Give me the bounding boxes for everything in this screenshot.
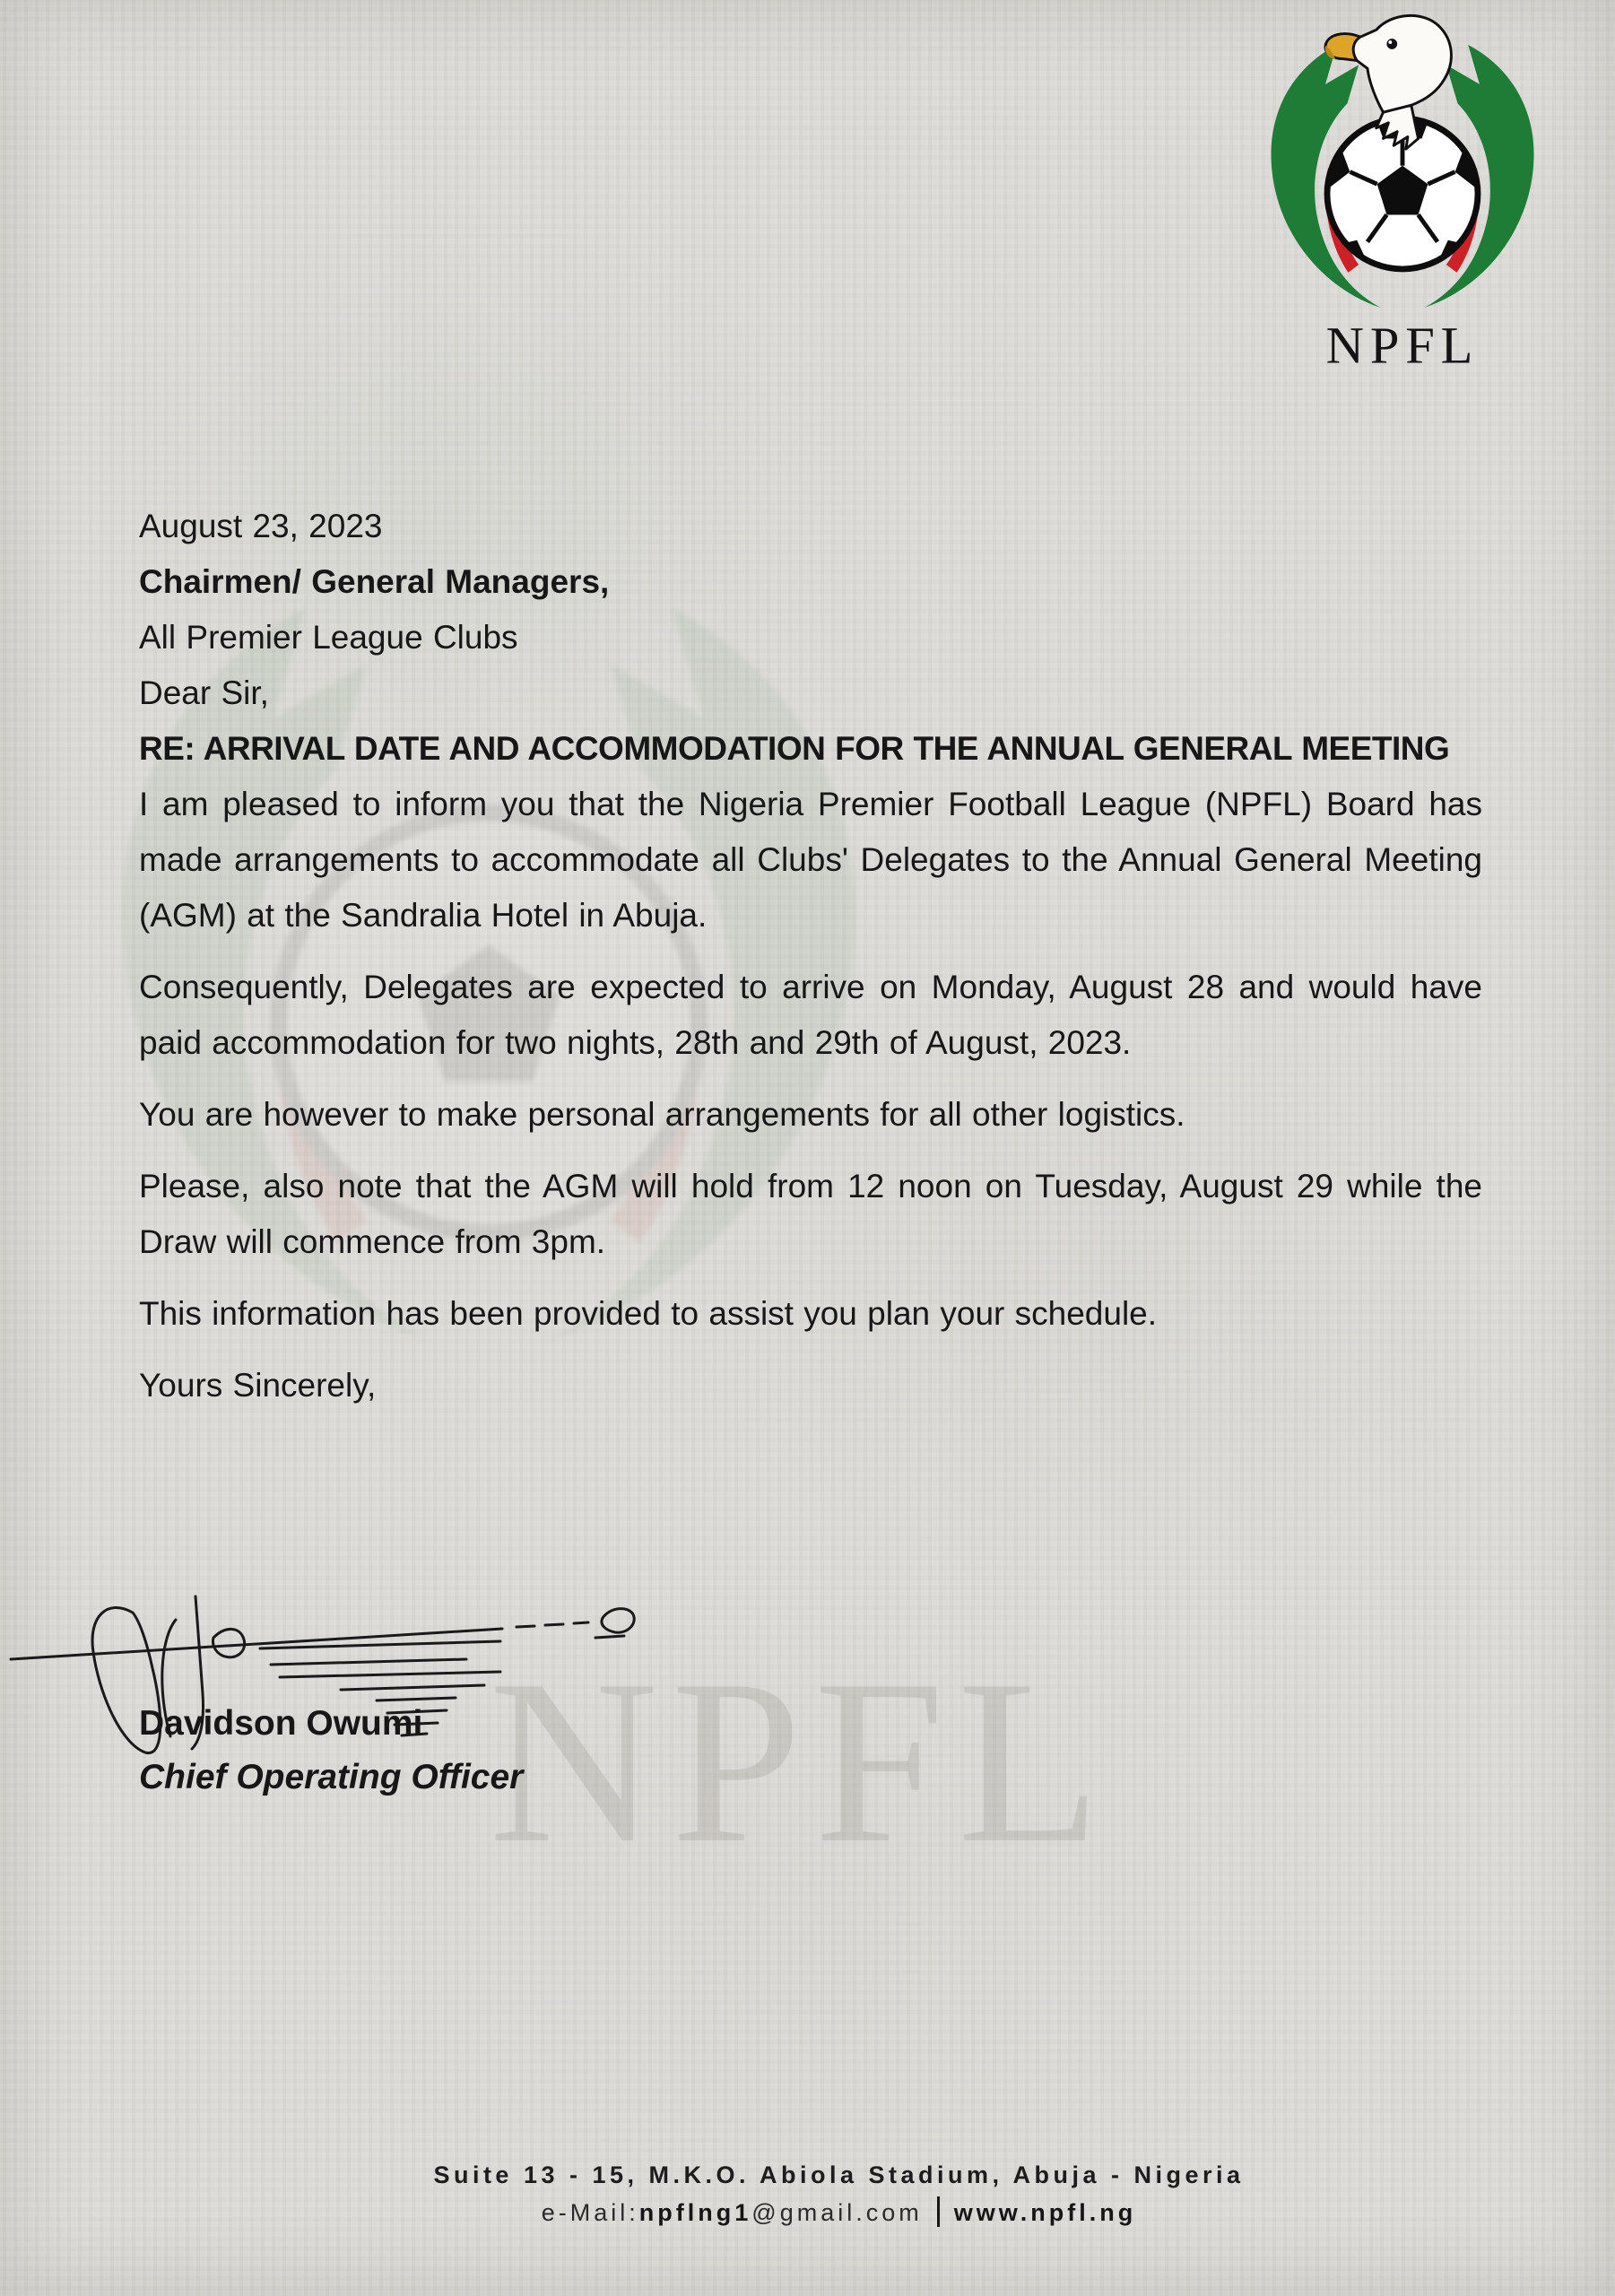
closing-line: Yours Sincerely, — [139, 1367, 377, 1404]
footer-divider — [937, 2196, 940, 2227]
recipient-line-1: Chairmen/ General Managers, — [139, 563, 610, 600]
subject-line: RE: ARRIVAL DATE AND ACCOMMODATION FOR THE ANNUAL GENERAL MEETING — [139, 730, 1450, 767]
email-domain: @gmail.com — [751, 2199, 923, 2226]
email-user: npflng1 — [638, 2199, 752, 2226]
email-label: e-Mail: — [541, 2199, 639, 2226]
signatory-name: Davidson Owumi — [139, 1704, 423, 1743]
letter-body — [139, 499, 1482, 1430]
npfl-text-watermark: NPFL — [489, 1631, 1114, 1892]
npfl-crest-logo-icon — [1245, 5, 1560, 382]
letter-date: August 23, 2023 — [139, 508, 383, 544]
footer-address: Suite 13 - 15, M.K.O. Abiola Stadium, Abuja - Nigeria — [433, 2161, 1245, 2188]
body-paragraph: Consequently, Delegates are expected to arrive on Monday, August 28 and would have paid accommodation for two nights, 28th and 29th of August, 2023. — [139, 969, 1482, 1061]
website-url: www.npfl.ng — [953, 2199, 1137, 2226]
npfl-logo — [1245, 5, 1560, 382]
body-paragraph: I am pleased to inform you that the Nigeria Premier Football League (NPFL) Board has made arrangements to accommodate all Clubs' Delegates to the Annual General Meeting (AGM) at the Sandralia Hotel in Abuja. — [139, 786, 1482, 934]
letterhead-footer — [0, 2161, 1615, 2227]
signatory-title: Chief Operating Officer — [139, 1758, 524, 1796]
recipient-line-2: All Premier League Clubs — [139, 619, 518, 656]
body-paragraph: You are however to make personal arrangements for all other logistics. — [139, 1096, 1185, 1133]
salutation: Dear Sir, — [139, 674, 269, 711]
footer-contact — [63, 2196, 1615, 2227]
logo-wordmark: NPFL — [1325, 316, 1480, 375]
body-paragraph: Please, also note that the AGM will hold from 12 noon on Tuesday, August 29 while the Draw will commence from 3pm. — [139, 1168, 1482, 1260]
body-paragraph: This information has been provided to assist you plan your schedule. — [139, 1295, 1158, 1332]
